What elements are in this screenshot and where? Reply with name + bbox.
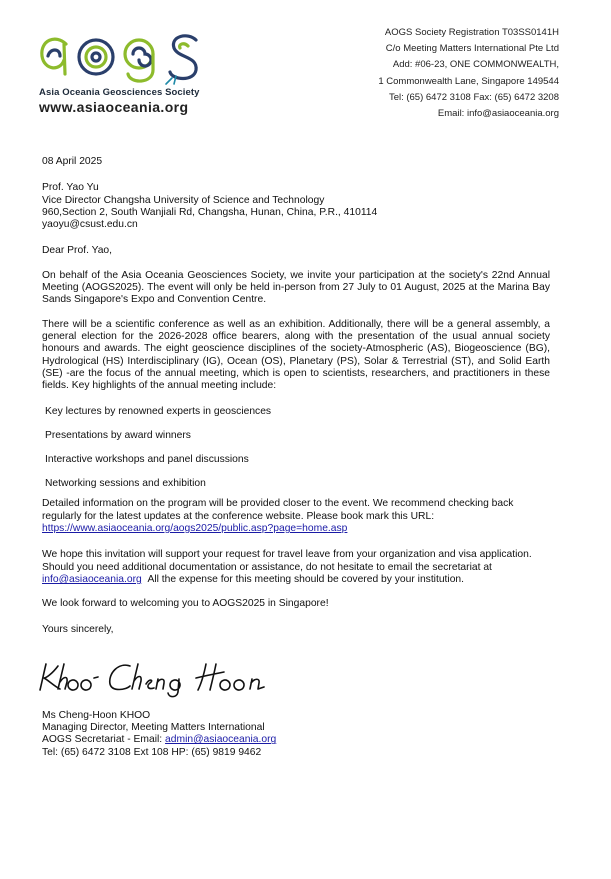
paragraph-support xyxy=(42,549,550,586)
recipient-line: Vice Director Changsha University of Science and Technology xyxy=(42,194,325,206)
address-line: Email: info@asiaoceania.org xyxy=(437,108,559,120)
recipient-line: 960,Section 2, South Wanjiali Rd, Changsha, Hunan, China, P.R., 410114 xyxy=(42,206,378,218)
closing-line: We look forward to welcoming you to AOGS2025 in Singapore! xyxy=(42,598,329,610)
handwritten-signature xyxy=(38,656,288,703)
society-name: Asia Oceania Geosciences Society xyxy=(39,87,200,98)
support-line: Should you need additional documentation or assistance, do not hesitate to email the secretariat at xyxy=(42,561,492,573)
list-item: Key lectures by renowned experts in geosciences xyxy=(45,406,272,418)
admin-email-link[interactable]: admin@asiaoceania.org xyxy=(165,734,277,746)
letter-body xyxy=(42,156,550,636)
signer-name: Ms Cheng-Hoon KHOO xyxy=(42,710,151,721)
address-line: Tel: (65) 6472 3108 Fax: (65) 6472 3208 xyxy=(388,91,559,103)
signer-phone: Tel: (65) 6472 3108 Ext 108 HP: (65) 9819 9462 xyxy=(42,746,262,758)
conference-url-link[interactable]: https://www.asiaoceania.org/aogs2025/public.asp?page=home.asp xyxy=(42,523,348,535)
recipient-block xyxy=(42,182,550,231)
address-line: Add: #06-23, ONE COMMONWEALTH, xyxy=(392,59,559,71)
address-line: C/o Meeting Matters International Pte Ltd xyxy=(385,43,559,55)
address-block xyxy=(378,25,559,122)
signer-role xyxy=(42,734,276,746)
details-line: Detailed information on the program will be provided closer to the event. We recommend checking back xyxy=(42,498,514,510)
signer-block xyxy=(42,710,276,759)
paragraph-program: There will be a scientific conference as well as an exhibition. Additionally, there will be a general assembly, a general election for the 2026-2028 office bearers, along with the presentation of the usual annual society honours and awards. The eight geoscience disciplines of the society-Atmospheric (AS), Biogeoscience (BG), Hydrological (HS) Interdisciplinary (IG), Ocean (OS), Planetary (PS), Solar & Terrestrial (ST), and Solid Earth (SE) -are the focus of the annual meeting, which is open to scientists, researchers, and practitioners in these fields. Key highlights of the annual meeting include: xyxy=(42,318,550,392)
signer-title: Managing Director, Meeting Matters International xyxy=(42,722,265,734)
letter-date: 08 April 2025 xyxy=(42,156,103,167)
paragraph-invitation: On behalf of the Asia Oceania Geosciences Society, we invite your participation at the society's 22nd Annual Meeting (AOGS2025). The event will only be held in-person from 27 July to 01 August, 2025 at the Marina Bay Sands Singapore's Expo and Convention Centre. xyxy=(42,269,550,306)
recipient-email: yaoyu@csust.edu.cn xyxy=(42,219,138,231)
list-item: Interactive workshops and panel discussions xyxy=(45,454,249,466)
signature-image xyxy=(38,656,288,698)
support-line: We hope this invitation will support your request for travel leave from your organization and visa application. xyxy=(42,549,532,561)
society-website: www.asiaoceania.org xyxy=(39,99,189,115)
list-item: Presentations by award winners xyxy=(45,430,191,442)
highlights-list xyxy=(45,406,550,502)
signer-role-text: AOGS Secretariat - Email: xyxy=(42,734,163,746)
details-line: regularly for the latest updates at the conference website. Please book mark this URL: xyxy=(42,510,435,522)
aogs-logo xyxy=(38,30,213,120)
aogs-logo-mark xyxy=(38,30,203,88)
address-line: AOGS Society Registration T03SS0141H xyxy=(384,27,559,38)
info-email-link[interactable]: info@asiaoceania.org xyxy=(42,573,142,585)
list-item: Networking sessions and exhibition xyxy=(45,478,206,490)
salutation: Dear Prof. Yao, xyxy=(42,245,113,257)
address-line: 1 Commonwealth Lane, Singapore 149544 xyxy=(378,75,559,87)
expense-note: All the expense for this meeting should be covered by your institution. xyxy=(147,573,465,585)
recipient-line: Prof. Yao Yu xyxy=(42,182,99,194)
paragraph-details xyxy=(42,498,550,535)
sign-off: Yours sincerely, xyxy=(42,623,114,635)
